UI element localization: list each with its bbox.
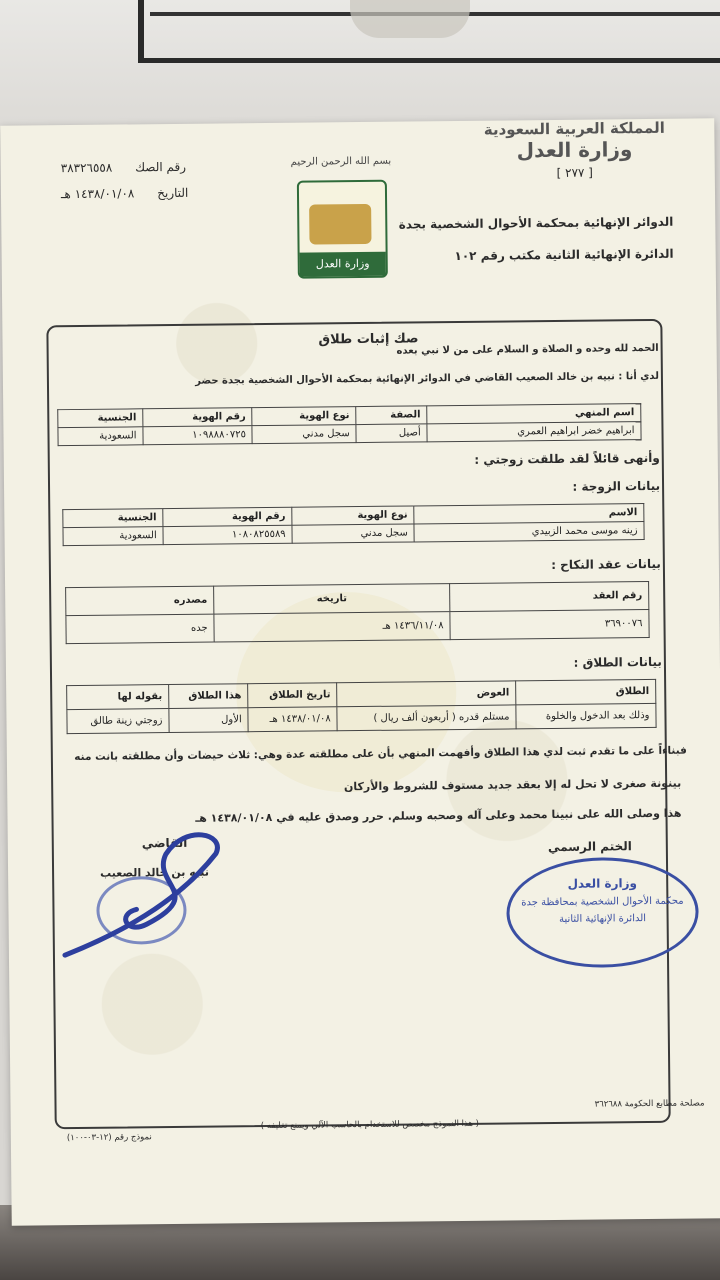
document-title: صك إثبات طلاق — [318, 331, 419, 348]
table-cell: الجنسية — [58, 409, 143, 428]
table-cell: الطلاق — [516, 679, 656, 704]
table-cell: تاريخه — [214, 584, 450, 614]
deed-number-value: ٣٨٣٢٦٥٥٨ — [60, 160, 113, 176]
table-cell: زوجتي زينة طالق — [67, 709, 169, 734]
stamp-line-1: وزارة العدل — [567, 876, 637, 891]
official-seal-label: الختم الرسمي — [547, 839, 632, 855]
divorce-table — [66, 679, 656, 734]
document-page — [0, 118, 720, 1225]
ministry-name: وزارة العدل — [516, 137, 633, 163]
table-row — [66, 610, 649, 644]
table-cell: ابراهيم خضر ابراهيم العمري — [427, 422, 641, 442]
table-cell: مصدره — [66, 586, 214, 616]
conclusion-line-1: فبناءاً على ما تقدم ثبت لدي هذا الطلاق وأفهمت المنهي بأن على مطلقته عدة وهي: ثلاث حيضات وأن مطلقته بانت منه — [74, 744, 687, 764]
table-cell: نوع الهوية — [252, 407, 356, 426]
intro-line-2: لدي أنا : نبيه بن خالد الصعيب القاضي في الدوائر الإنهائية بمحكمة الأحوال الشخصية بجدة حضر — [195, 370, 659, 387]
table-cell: ١٤٣٦/١١/٠٨ هـ — [214, 612, 450, 642]
court-line-2: الدائرة الإنهائية الثانية مكتب رقم ١٠٢ — [454, 246, 674, 264]
conclusion-line-2: بينونة صغرى لا تحل له إلا بعقد جديد مستوف للشروط والأركان — [343, 776, 682, 794]
marriage-table — [65, 581, 650, 644]
table-cell: ٣٦٩٠٠٧٦ — [450, 610, 649, 640]
table-cell: بقوله لها — [67, 685, 169, 710]
jar-object — [350, 0, 470, 38]
divorce-heading: بيانات الطلاق : — [573, 654, 662, 670]
table-cell: اسم المنهي — [427, 404, 641, 424]
official-stamp — [506, 857, 699, 969]
form-number: نموذج رقم (١٢-٠٣-١٠٠) — [66, 1132, 152, 1144]
table-cell: الصفة — [356, 406, 427, 425]
table-cell: مستلم قدره ( أربعون ألف ريال ) — [337, 705, 516, 731]
table-cell: الأول — [169, 708, 249, 733]
header-number: [ ٢٧٧ ] — [556, 165, 594, 180]
table-cell: رقم الهوية — [143, 408, 253, 427]
statement: وأنهى قائلاً لقد طلقت زوجتي : — [474, 450, 660, 467]
table-cell: سجل مدني — [252, 425, 356, 444]
table-cell: العوض — [337, 681, 516, 707]
table-cell: وذلك بعد الدخول والخلوة — [516, 703, 656, 728]
court-line-1: الدوائر الإنهائية بمحكمة الأحوال الشخصية بجدة — [398, 214, 674, 232]
bismillah: بسم الله الرحمن الرحيم — [290, 155, 392, 168]
wife-heading: بيانات الزوجة : — [572, 478, 661, 494]
signature-icon — [55, 813, 227, 965]
judge-name: نبيه بن خالد الصعيب — [100, 865, 210, 880]
logo-text: وزارة العدل — [300, 252, 386, 277]
table-cell: السعودية — [58, 427, 143, 446]
wife-table — [62, 503, 644, 546]
judge-title: القاضي — [141, 835, 188, 851]
table-cell: ١٠٨٠٨٢٥٥٨٩ — [163, 525, 292, 544]
table-cell: تاريخ الطلاق — [248, 683, 337, 708]
header-right — [474, 119, 675, 181]
table-cell: أصيل — [356, 424, 427, 443]
printing-note: مصلحة مطابع الحكومة ٣٦٢٦٨٨ — [594, 1098, 705, 1110]
table-cell: رقم العقد — [450, 582, 649, 612]
stamp-line-3: الدائرة الإنهائية الثانية — [559, 913, 647, 925]
country-name: المملكة العربية السعودية — [483, 118, 665, 139]
table-cell: زينه موسى محمد الزبيدي — [414, 522, 644, 542]
table-cell: ١٤٣٨/٠١/٠٨ هـ — [248, 707, 337, 732]
husband-table — [57, 403, 641, 446]
date-value: ١٤٣٨/٠١/٠٨ هـ — [60, 186, 135, 202]
table-cell: رقم الهوية — [163, 507, 292, 526]
stamp-line-2: محكمة الأحوال الشخصية بمحافظة جدة — [521, 895, 684, 909]
table-cell: هذا الطلاق — [169, 684, 249, 709]
date-row — [61, 186, 189, 201]
scales-icon — [309, 204, 371, 245]
table-cell: الاسم — [414, 504, 644, 524]
deed-number-row — [61, 160, 186, 175]
table-cell: ١٠٩٨٨٨٠٧٢٥ — [143, 426, 253, 445]
usage-note: ( هذا النموذج مخصص للاستخدام بالحاسب الآلي ويمنع تغليفه ) — [260, 1118, 480, 1132]
intro-line-1: الحمد لله وحده و الصلاة و السلام على من لا نبي بعده — [396, 342, 659, 357]
deed-number-label: رقم الصك — [135, 159, 187, 175]
marriage-heading: بيانات عقد النكاح : — [551, 556, 661, 573]
table-cell: الجنسية — [63, 509, 163, 528]
table-cell: جده — [66, 614, 214, 644]
table-cell: السعودية — [63, 527, 163, 546]
date-label: التاريخ — [157, 185, 189, 201]
table-cell: سجل مدني — [292, 524, 414, 543]
conclusion-line-3: هذا وصلى الله على نبينا محمد وعلى آله وصحبه وسلم. حرر وصدق عليه في ١٤٣٨/٠١/٠٨ هـ — [195, 806, 682, 825]
table-cell: نوع الهوية — [292, 506, 414, 525]
ministry-logo — [297, 180, 388, 279]
